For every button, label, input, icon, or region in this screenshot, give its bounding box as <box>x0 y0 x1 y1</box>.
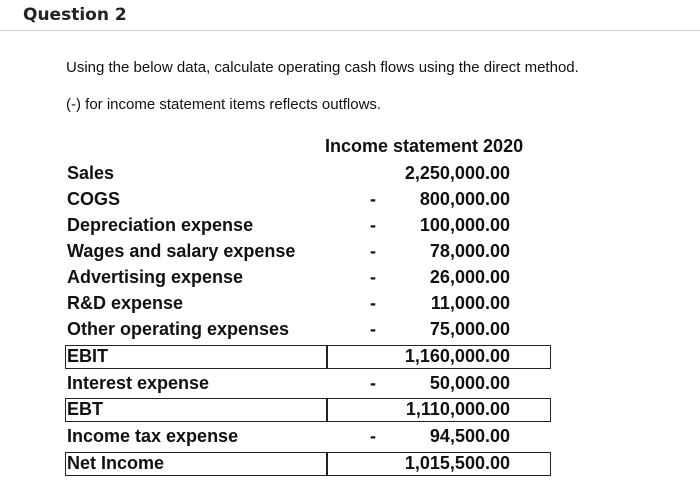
title-divider <box>0 30 700 31</box>
row-sign: - <box>370 215 376 235</box>
row-label: Income tax expense <box>67 426 239 446</box>
row-label: Sales <box>67 163 115 183</box>
income-statement-header: Income statement 2020 <box>325 136 524 156</box>
row-label: Wages and salary expense <box>67 241 296 261</box>
instruction-text: Using the below data, calculate operating cash flows using the direct method. <box>66 59 579 76</box>
row-label: Depreciation expense <box>67 215 254 235</box>
row-rnd <box>65 291 550 317</box>
row-amount: 26,000.00 <box>429 267 510 287</box>
row-amount: 2,250,000.00 <box>404 163 510 183</box>
row-amount: 78,000.00 <box>429 241 510 261</box>
row-amount: 800,000.00 <box>419 189 510 209</box>
row-amount: 94,500.00 <box>429 426 510 446</box>
row-sign: - <box>370 189 376 209</box>
row-amount: 1,110,000.00 <box>405 399 510 419</box>
row-sales <box>65 161 550 187</box>
row-label: Advertising expense <box>67 267 244 287</box>
row-sign: - <box>370 319 376 339</box>
row-label: EBT <box>67 399 103 419</box>
row-label: Other operating expenses <box>67 319 290 339</box>
row-label: R&D expense <box>67 293 184 313</box>
row-amount: 100,000.00 <box>419 215 510 235</box>
row-label: Interest expense <box>67 373 210 393</box>
row-sign: - <box>370 373 376 393</box>
row-net-income <box>65 451 550 477</box>
row-label: Net Income <box>67 453 165 473</box>
row-label: COGS <box>67 189 121 209</box>
row-wages <box>65 239 550 265</box>
row-ebt <box>65 397 550 423</box>
instruction-note: (-) for income statement items reflects outflows. <box>66 96 382 113</box>
row-amount: 75,000.00 <box>429 319 510 339</box>
row-interest <box>65 371 550 397</box>
row-sign: - <box>370 241 376 261</box>
row-cogs <box>65 187 550 213</box>
row-sign: - <box>370 293 376 313</box>
row-advertising <box>65 265 550 291</box>
row-amount: 11,000.00 <box>430 293 510 313</box>
row-sign: - <box>370 267 376 287</box>
row-amount: 1,015,500.00 <box>404 453 510 473</box>
question-title: Question 2 <box>23 5 127 25</box>
row-sign: - <box>370 426 376 446</box>
row-amount: 50,000.00 <box>429 373 510 393</box>
row-other-operating <box>65 317 550 343</box>
row-depreciation <box>65 213 550 239</box>
row-label: EBIT <box>67 346 109 366</box>
row-amount: 1,160,000.00 <box>404 346 510 366</box>
row-ebit <box>65 344 550 370</box>
row-income-tax <box>65 424 550 450</box>
